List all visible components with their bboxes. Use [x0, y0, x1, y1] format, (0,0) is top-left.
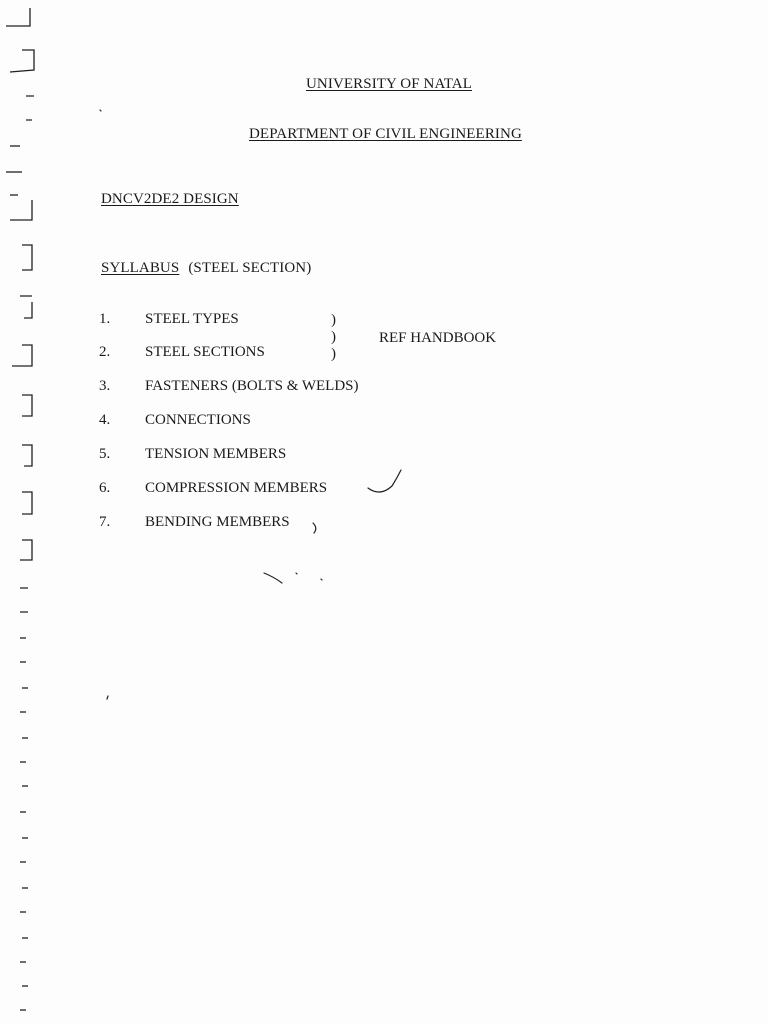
item-number: 5.	[99, 446, 111, 462]
list-item: STEEL SECTIONS	[145, 344, 265, 360]
item-number: 4.	[99, 412, 111, 428]
course-code: DNCV2DE2 DESIGN	[101, 191, 239, 207]
university-heading: UNIVERSITY OF NATAL	[306, 76, 472, 92]
bracket-scribble-icon	[313, 523, 316, 533]
bracket-mark: )	[331, 312, 336, 328]
bracket-mark: )	[331, 346, 336, 362]
reference-note: REF HANDBOOK	[379, 330, 497, 346]
list-item: BENDING MEMBERS	[145, 514, 290, 530]
tick-mark-icon	[368, 470, 401, 492]
item-number: 2.	[99, 344, 111, 360]
list-item: STEEL TYPES	[145, 311, 239, 327]
department-heading: DEPARTMENT OF CIVIL ENGINEERING	[249, 126, 522, 142]
item-number: 3.	[99, 378, 111, 394]
binding-marks-graphic	[0, 0, 40, 1024]
list-item: TENSION MEMBERS	[145, 446, 287, 462]
stray-mark-icon	[264, 573, 282, 583]
item-number: 1.	[99, 311, 111, 327]
syllabus-title	[101, 261, 311, 276]
syllabus-label: SYLLABUS	[101, 260, 180, 276]
item-number: 6.	[99, 480, 111, 496]
syllabus-subtitle: (STEEL SECTION)	[188, 260, 312, 276]
item-number: 7.	[99, 514, 111, 530]
list-item: COMPRESSION MEMBERS	[145, 480, 328, 496]
bracket-mark: )	[331, 329, 336, 345]
list-item: CONNECTIONS	[145, 412, 251, 428]
list-item: FASTENERS (BOLTS & WELDS)	[145, 378, 359, 394]
binding-marks	[0, 0, 40, 1024]
